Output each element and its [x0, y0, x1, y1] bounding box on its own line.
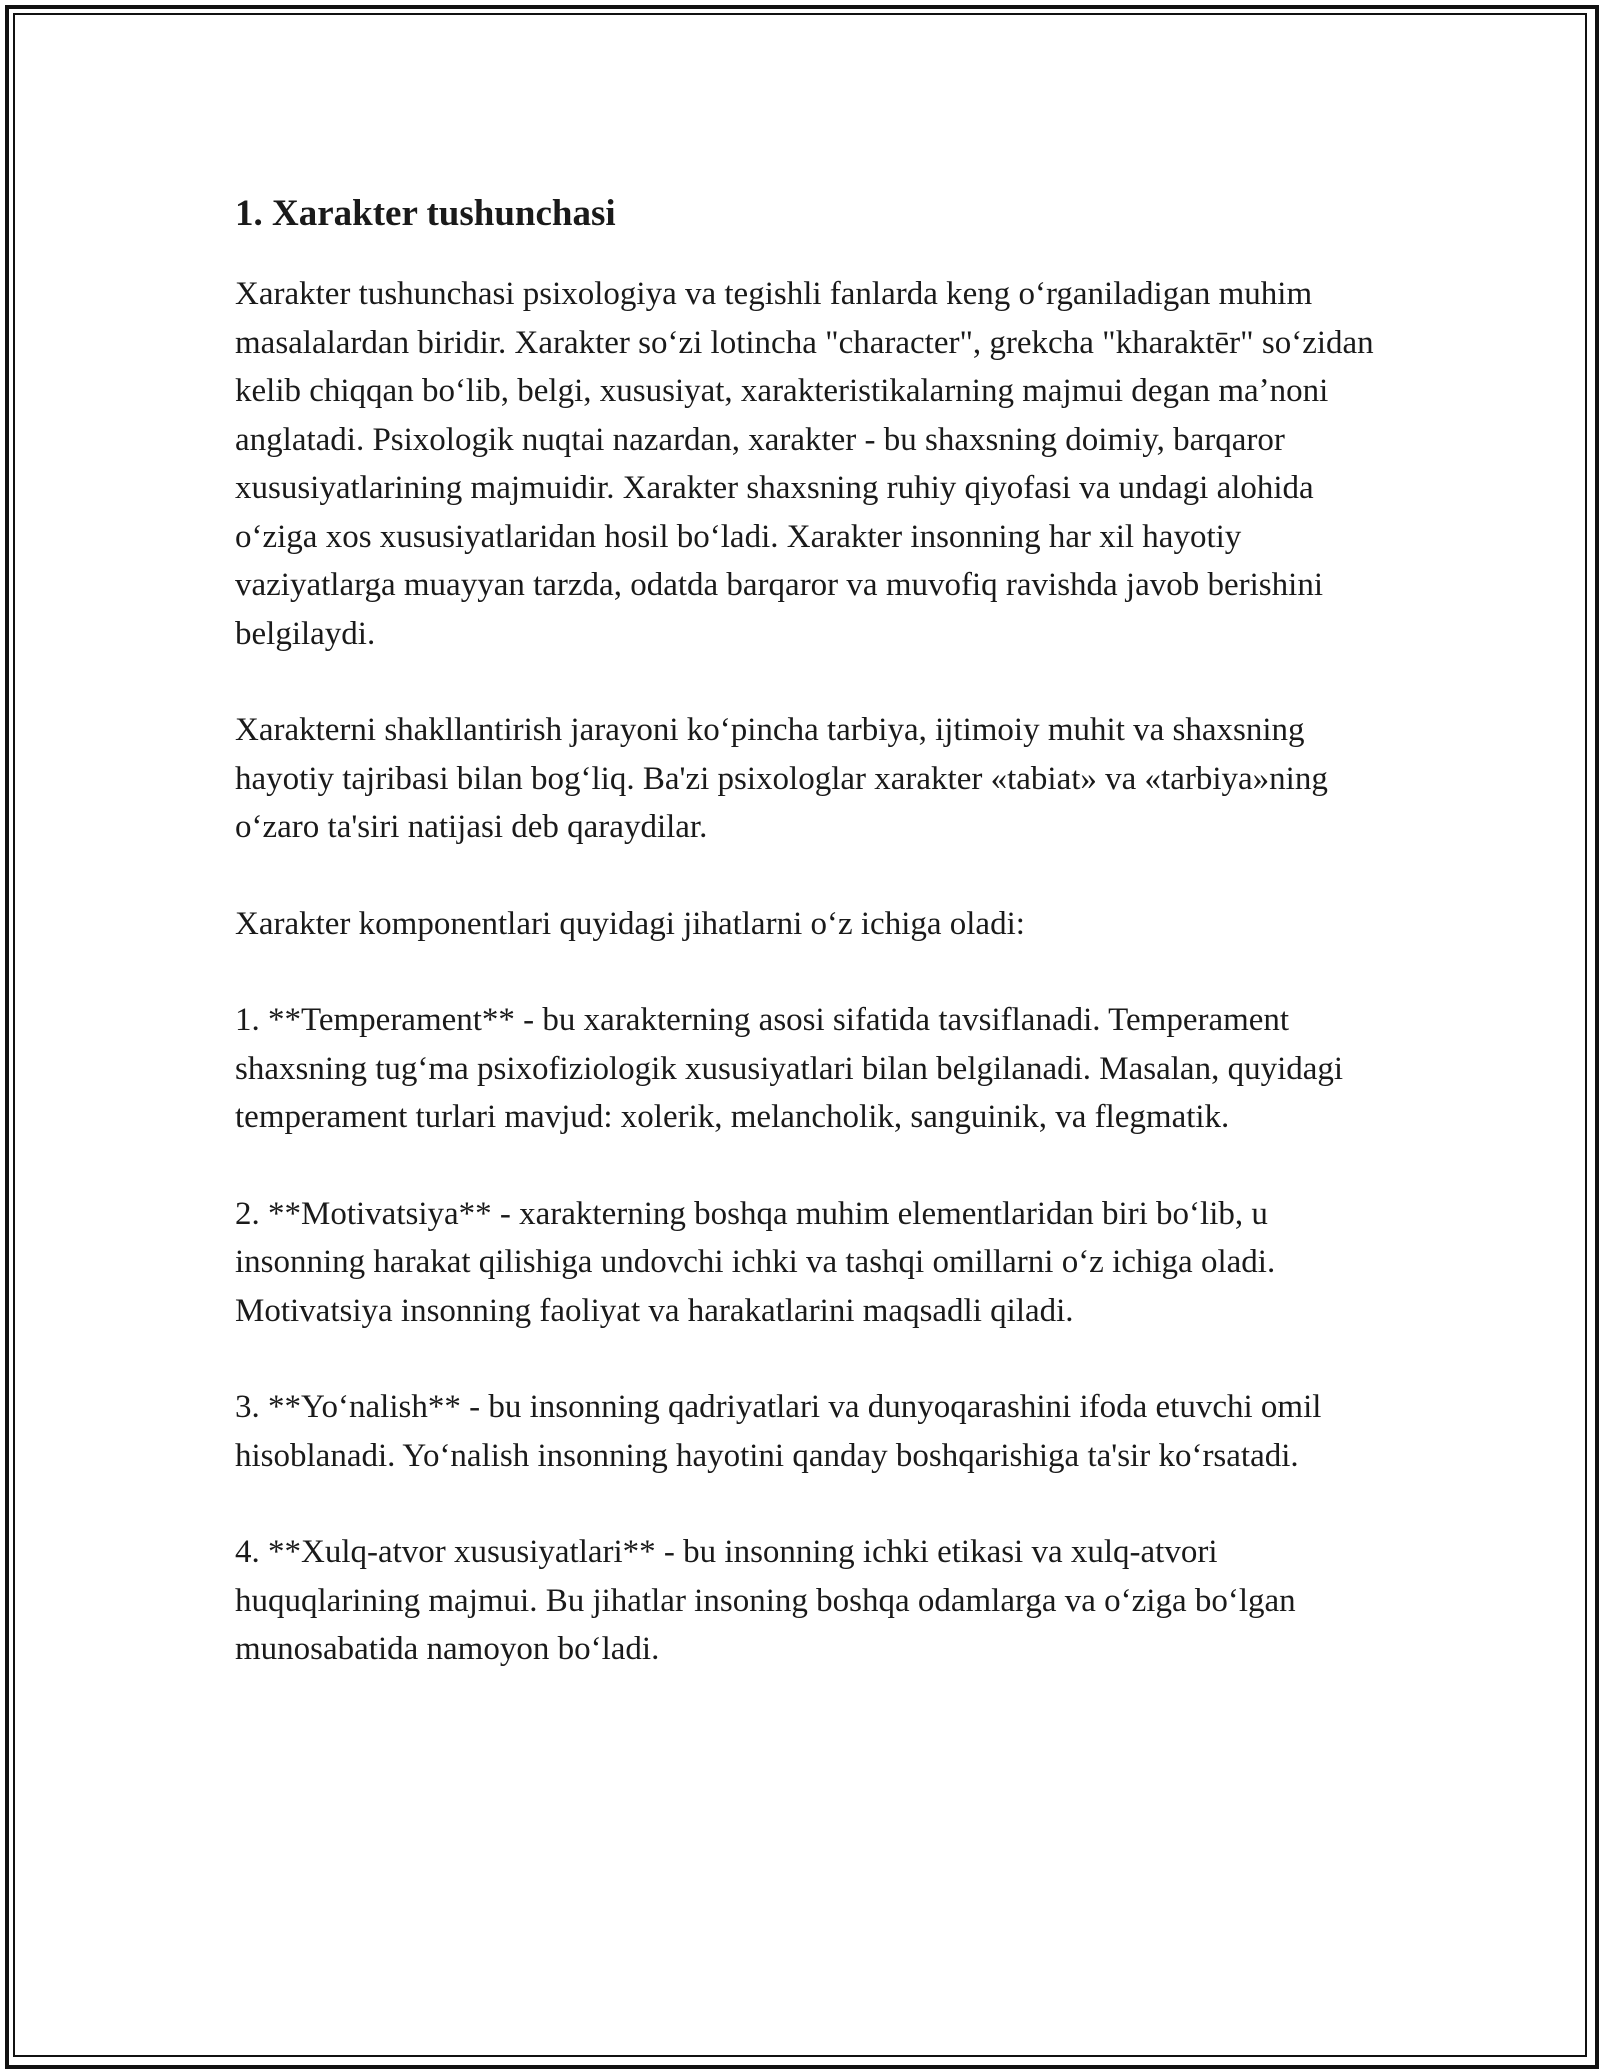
paragraph-intro: Xarakter tushunchasi psixologiya va tegishli fanlarda keng oʻrganiladigan muhim masalalardan biridir. Xarakter soʻzi lotincha "character", grekcha "kharaktēr" soʻzidan kelib chiqqan boʻlib, belgi, xususiyat, xarakteristikalarning majmui degan maʼnoni anglatadi. Psixologik nuqtai nazardan, xarakter - bu shaxsning doimiy, barqaror xususiyatlarining majmuidir. Xarakter shaxsning ruhiy qiyofasi va undagi alohida oʻziga xos xususiyatlaridan hosil boʻladi. Xarakter insonning har xil hayotiy vaziyatlarga muayyan tarzda, odatda barqaror va muvofiq ravishda javob berishini belgilaydi.	[235, 276, 1374, 652]
paragraph-components-lead: Xarakter komponentlari quyidagi jihatlarni oʻz ichiga oladi:	[235, 905, 1025, 942]
section-heading: 1. Xarakter tushunchasi	[235, 193, 616, 234]
list-item-behavior: 4. **Xulq-atvor xususiyatlari** - bu insonning ichki etikasi va xulq-atvori huquqlarining majmui. Bu jihatlar insoning boshqa odamlarga va oʻziga boʻlgan munosabatida namoyon boʻladi.	[235, 1534, 1296, 1667]
paragraph-formation: Xarakterni shakllantirish jarayoni koʻpincha tarbiya, ijtimoiy muhit va shaxsning hayotiy tajribasi bilan bogʻliq. Ba'zi psixologlar xarakter «tabiat» va «tarbiya»ning oʻzaro ta'siri natijasi deb qaraydilar.	[235, 712, 1328, 845]
document-body	[235, 188, 1385, 1722]
list-item-temperament: 1. **Temperament** - bu xarakterning asosi sifatida tavsiflanadi. Temperament shaxsning tugʻma psixofiziologik xususiyatlari bilan belgilanadi. Masalan, quyidagi temperament turlari mavjud: xolerik, melancholik, sanguinik, va flegmatik.	[235, 1002, 1344, 1135]
list-item-motivation: 2. **Motivatsiya** - xarakterning boshqa muhim elementlaridan biri boʻlib, u insonning harakat qilishiga undovchi ichki va tashqi omillarni oʻz ichiga oladi. Motivatsiya insonning faoliyat va harakatlarini maqsadli qiladi.	[235, 1195, 1276, 1329]
list-item-direction: 3. **Yoʻnalish** - bu insonning qadriyatlari va dunyoqarashini ifoda etuvchi omil hisoblanadi. Yoʻnalish insonning hayotini qanday boshqarishiga ta'sir koʻrsatadi.	[235, 1389, 1322, 1474]
